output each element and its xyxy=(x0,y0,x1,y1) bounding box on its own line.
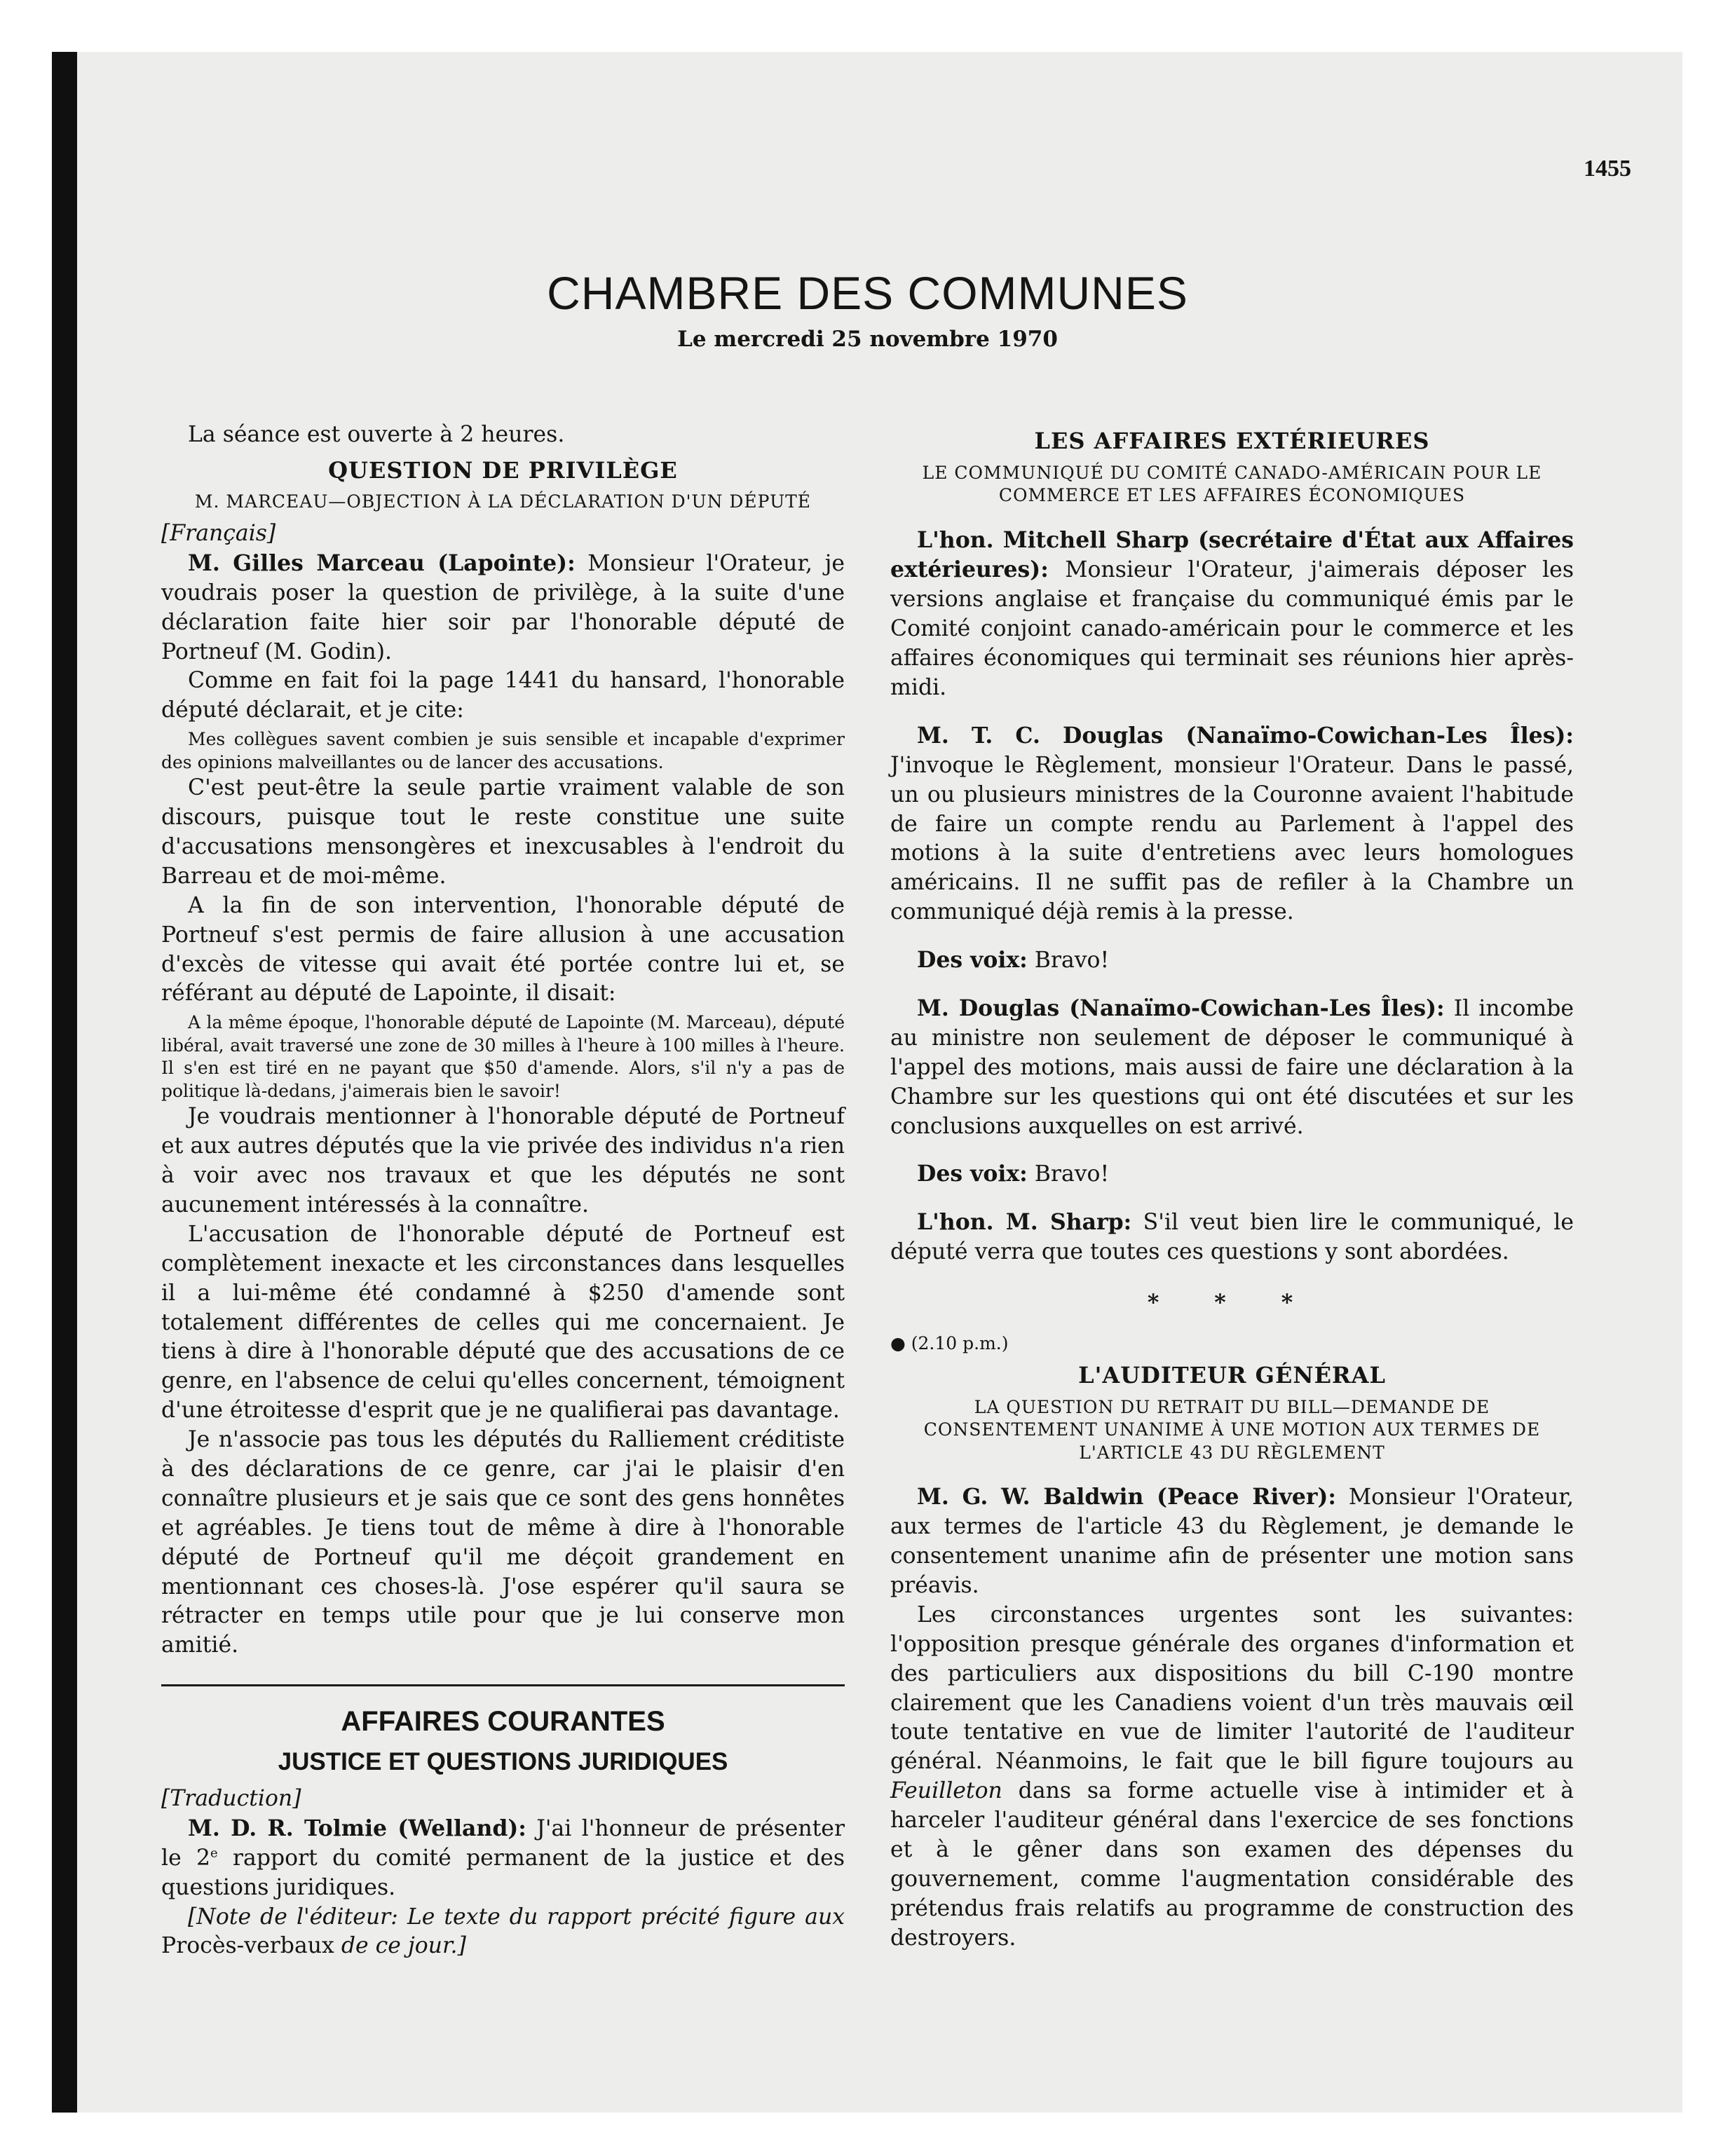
speech-text: Bravo! xyxy=(1027,948,1110,974)
paragraph-marceau-4: A la fin de son intervention, l'honorable député de Portneuf s'est permis de faire allusion à une accusation d'excès de vitesse qui avait été portée contre lui et, se référant au député de Lapointe, il disait: xyxy=(161,892,845,1007)
paragraph-marceau-1 xyxy=(161,549,845,667)
paragraph-douglas-1 xyxy=(890,721,1574,927)
paragraph-marceau-5: Je voudrais mentionner à l'honorable député de Portneuf et aux autres députés que la vie privée des individus n'a rien à voir avec nos travaux et que les députés ne sont aucunement intéressés à la connaître. xyxy=(161,1104,845,1217)
paragraph-marceau-6: L'accusation de l'honorable député de Portneuf est complètement inexacte et les circonstances dans lesquelles il a lui-même été condamné à $250 d'amende sont totalement différentes de celles qui me concernaient. Je tiens à dire à l'honorable député que des accusations de ce genre, en l'absence de celui qu'elles concernent, témoignent d'une étroitesse d'esprit que je ne qualifierai pas davantage. xyxy=(161,1221,845,1424)
speech-text-cont: dans sa forme actuelle vise à intimider et à harceler l'auditeur général dans l'exercice de ses fonctions et à le gêner dans son examen des dépenses du gouvernement, comme l'augmentation considérable des prétendus frais relatifs au programme de construction des destroyers. xyxy=(890,1778,1574,1951)
speech-text: Monsieur l'Orateur, j'aimerais déposer les versions anglaise et française du communiqué émis par le Comité conjoint canado-américain pour le commerce et les affaires économiques qui terminait ses réunions hier après-midi. xyxy=(890,557,1574,700)
speaker-name: L'hon. M. Sharp: xyxy=(917,1209,1132,1236)
note-text-end: de ce jour.] xyxy=(334,1933,466,1959)
heading-affaires-courantes: AFFAIRES COURANTES xyxy=(341,1706,665,1738)
binding-edge xyxy=(52,52,77,2113)
note-ref: Procès-verbaux xyxy=(161,1933,334,1959)
right-column xyxy=(890,421,1574,1953)
left-column xyxy=(161,421,845,1961)
editor-note xyxy=(161,1903,845,1962)
page-title: CHAMBRE DES COMMUNES xyxy=(547,267,1188,319)
speaker-name: M. T. C. Douglas (Nanaïmo-Cowichan-Les Îles): xyxy=(917,722,1574,749)
note-text: [Note de l'éditeur: Le texte du rapport précité figure aux xyxy=(188,1904,845,1930)
superscript: e xyxy=(210,1845,218,1861)
speech-text: Bravo! xyxy=(1027,1161,1110,1187)
paragraph-voix-1 xyxy=(890,946,1574,976)
time-text: (2.10 p.m.) xyxy=(911,1333,1009,1354)
paragraph-baldwin-2 xyxy=(890,1601,1574,1953)
subheading-marceau-objection: M. MARCEAU—OBJECTION À LA DÉCLARATION D'UN DÉPUTÉ xyxy=(194,491,812,512)
language-marker-francais: [Français] xyxy=(161,520,276,546)
language-marker-traduction: [Traduction] xyxy=(161,1785,301,1811)
speaker-name: Des voix: xyxy=(917,947,1028,974)
subheading-communique: LE COMMUNIQUÉ DU COMITÉ CANADO-AMÉRICAIN POUR LE COMMERCE ET LES AFFAIRES ÉCONOMIQUES xyxy=(922,462,1542,506)
opening-line: La séance est ouverte à 2 heures. xyxy=(188,422,565,447)
page-number: 1455 xyxy=(1584,156,1631,182)
heading-affaires-exterieures: LES AFFAIRES EXTÉRIEURES xyxy=(1034,428,1430,454)
speech-text: J'ai l'honneur de présenter le 2 xyxy=(161,1815,845,1871)
speech-text: Les circonstances urgentes sont les suivantes: l'opposition presque générale des organes d'information et des particuliers aux dispositions du bill C-190 montre clairement que les Canadiens voient d'un très mauvais œil toute tentative en vue de limiter l'autorité de l'auditeur général. Néanmoins, le fait que le bill figure toujours au xyxy=(890,1602,1574,1775)
speaker-name: M. Gilles Marceau (Lapointe): xyxy=(188,550,576,576)
paragraph-marceau-7: Je n'associe pas tous les députés du Ralliement créditiste à des déclarations de ce genre, car j'ai le plaisir d'en connaître plusieurs et je sais que ce sont des gens honnêtes et agréables. Je tiens tout de même à dire à l'honorable député de Portneuf qu'il me déçoit grandement en mentionnant ces choses-là. J'ose espérer qu'il saura se rétracter en temps utile pour que je lui conserve mon amitié. xyxy=(161,1427,845,1658)
bullet-icon: ● xyxy=(890,1333,911,1354)
quotation-1: Mes collègues savent combien je suis sensible et incapable d'exprimer des opinions malveillantes ou de lancer des accusations. xyxy=(161,729,845,772)
speaker-name: M. D. R. Tolmie (Welland): xyxy=(188,1815,526,1841)
speech-text: J'invoque le Règlement, monsieur l'Orateur. Dans le passé, un ou plusieurs ministres de la Couronne avaient l'habitude de faire un compte rendu au Parlement à l'appel des motions à la suite d'entretiens avec leurs homologues américains. Il ne suffit pas de refiler à la Chambre un communiqué déjà remis à la presse. xyxy=(890,752,1574,925)
sitting-date: Le mercredi 25 novembre 1970 xyxy=(677,327,1058,352)
italic-term: Feuilleton xyxy=(890,1778,1002,1804)
speaker-name: M. Douglas (Nanaïmo-Cowichan-Les Îles): xyxy=(917,995,1445,1022)
speech-text: S'il veut bien lire le communiqué, le député verra que toutes ces questions y sont abordées. xyxy=(890,1210,1574,1265)
paragraph-douglas-2 xyxy=(890,994,1574,1141)
speaker-name: Des voix: xyxy=(917,1161,1028,1187)
speech-text: Monsieur l'Orateur, aux termes de l'article 43 du Règlement, je demande le consentement unanime afin de présenter une motion sans préavis. xyxy=(890,1485,1574,1598)
quotation-2: A la même époque, l'honorable député de Lapointe (M. Marceau), député libéral, avait traversé une zone de 30 milles à l'heure à 100 milles à l'heure. Il s'en est tiré en ne payant que $50 d'amende. Alors, s'il n'y a pas de politique là-dedans, j'aimerais bien le savoir! xyxy=(161,1012,845,1101)
heading-auditeur-general: L'AUDITEUR GÉNÉRAL xyxy=(1078,1362,1386,1389)
speech-text: Monsieur l'Orateur, je voudrais poser la question de privilège, à la suite d'une déclaration faite hier soir par l'honorable député de Portneuf (M. Godin). xyxy=(161,550,845,664)
paragraph-marceau-3: C'est peut-être la seule partie vraiment valable de son discours, puisque tout le reste constitue une suite d'accusations mensongères et inexcusables à l'endroit du Barreau et de moi-même. xyxy=(161,775,845,889)
paragraph-sharp-1 xyxy=(890,526,1574,703)
section-break-asterisks: * * * xyxy=(1147,1290,1317,1316)
section-divider xyxy=(161,1684,845,1686)
paragraph-tolmie xyxy=(161,1814,845,1903)
speech-text: Il incombe au ministre non seulement de déposer le communiqué à l'appel des motions, mais aussi de faire une déclaration à la Chambre sur les questions qui ont été discutées et sur les conclusions auxquelles on est arrivé. xyxy=(890,996,1574,1139)
speech-text-cont: rapport du comité permanent de la justice et des questions juridiques. xyxy=(161,1845,845,1900)
speaker-name: L'hon. Mitchell Sharp (secrétaire d'État aux Affaires extérieures): xyxy=(890,526,1574,583)
paragraph-voix-2 xyxy=(890,1159,1574,1189)
subheading-retrait-bill: LA QUESTION DU RETRAIT DU BILL—DEMANDE DE CONSENTEMENT UNANIME À UNE MOTION AUX TERMES DE L'ARTICLE 43 DU RÈGLEMENT xyxy=(923,1396,1541,1463)
heading-justice: JUSTICE ET QUESTIONS JURIDIQUES xyxy=(278,1748,728,1776)
paragraph-baldwin-1 xyxy=(890,1482,1574,1601)
heading-question-de-privilege: QUESTION DE PRIVILÈGE xyxy=(328,456,678,484)
paragraph-marceau-2: Comme en fait foi la page 1441 du hansard, l'honorable député déclarait, et je cite: xyxy=(161,668,845,723)
time-marker xyxy=(890,1332,1574,1355)
speaker-name: M. G. W. Baldwin (Peace River): xyxy=(917,1484,1336,1510)
paragraph-sharp-2 xyxy=(890,1208,1574,1267)
